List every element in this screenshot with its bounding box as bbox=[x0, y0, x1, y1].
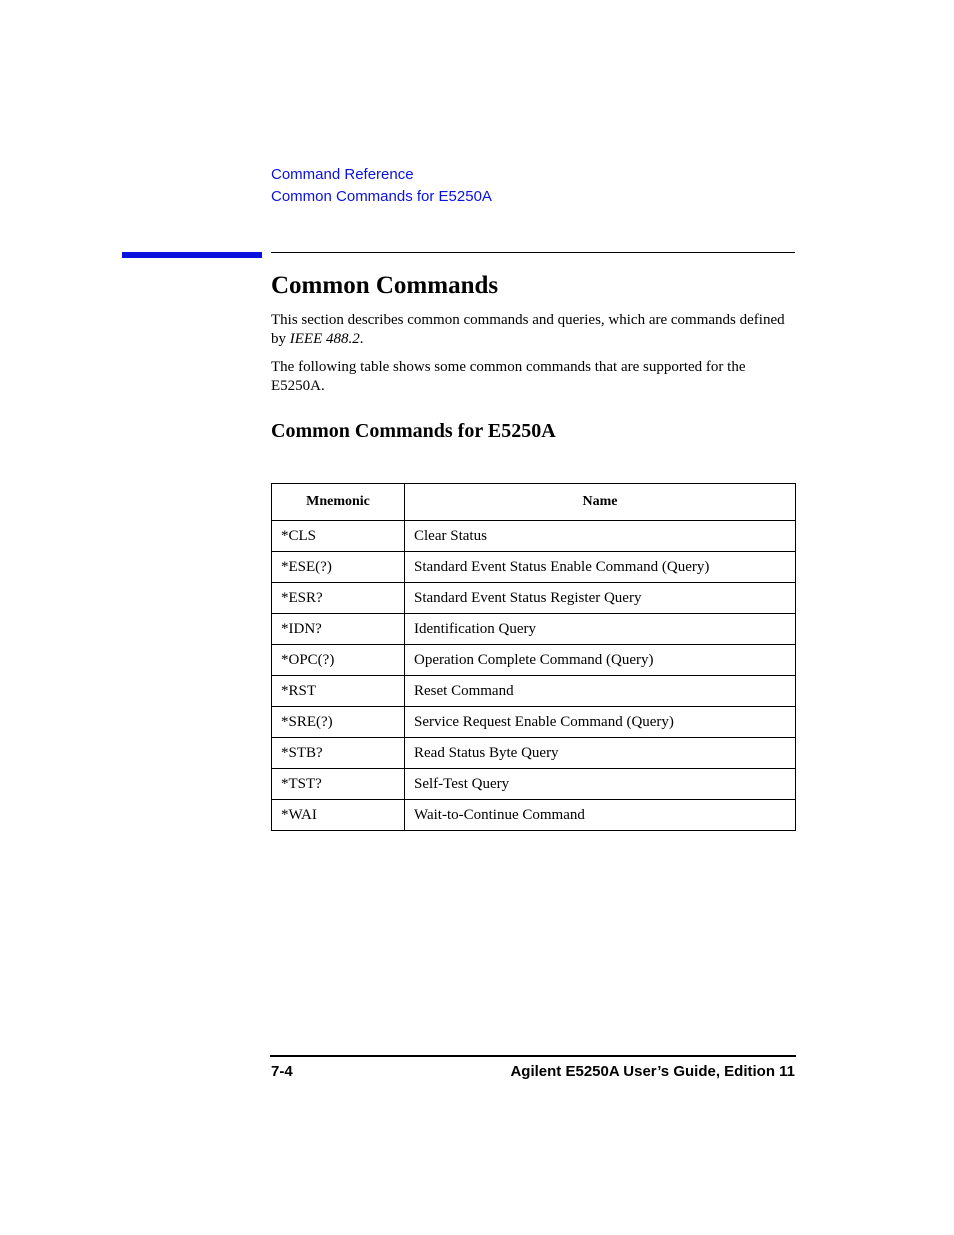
table-row bbox=[272, 707, 796, 738]
mnemonic-cell: *CLS bbox=[272, 521, 405, 552]
intro-paragraph-1 bbox=[271, 311, 795, 349]
intro-text: This section describes common commands and queries, which are commands defined by bbox=[271, 312, 785, 347]
table-header-row bbox=[272, 484, 796, 521]
column-header-name: Name bbox=[405, 484, 796, 521]
table-row bbox=[272, 800, 796, 831]
name-cell: Clear Status bbox=[405, 521, 796, 552]
mnemonic-cell: *TST? bbox=[272, 769, 405, 800]
name-cell: Identification Query bbox=[405, 614, 796, 645]
mnemonic-cell: *STB? bbox=[272, 738, 405, 769]
intro-standard-name: IEEE 488.2 bbox=[289, 331, 360, 347]
name-cell: Wait-to-Continue Command bbox=[405, 800, 796, 831]
table-row bbox=[272, 645, 796, 676]
header-rule bbox=[271, 252, 795, 253]
breadcrumb-link-command-reference[interactable]: Command Reference bbox=[271, 166, 414, 183]
table-row bbox=[272, 769, 796, 800]
table-row bbox=[272, 521, 796, 552]
table-row bbox=[272, 583, 796, 614]
section-marker-bar bbox=[122, 252, 262, 258]
name-cell: Self-Test Query bbox=[405, 769, 796, 800]
breadcrumb-link-common-commands[interactable]: Common Commands for E5250A bbox=[271, 188, 492, 205]
page-number: 7-4 bbox=[271, 1063, 293, 1080]
table-row bbox=[272, 738, 796, 769]
table-row bbox=[272, 614, 796, 645]
book-title: Agilent E5250A User’s Guide, Edition 11 bbox=[510, 1063, 795, 1080]
name-cell: Reset Command bbox=[405, 676, 796, 707]
mnemonic-cell: *ESE(?) bbox=[272, 552, 405, 583]
name-cell: Read Status Byte Query bbox=[405, 738, 796, 769]
column-header-mnemonic: Mnemonic bbox=[272, 484, 405, 521]
mnemonic-cell: *WAI bbox=[272, 800, 405, 831]
mnemonic-cell: *OPC(?) bbox=[272, 645, 405, 676]
common-commands-table bbox=[271, 483, 796, 831]
mnemonic-cell: *IDN? bbox=[272, 614, 405, 645]
page-title: Common Commands bbox=[271, 272, 499, 299]
intro-end: . bbox=[359, 331, 364, 347]
footer-rule bbox=[270, 1055, 796, 1057]
table-row bbox=[272, 676, 796, 707]
breadcrumb bbox=[271, 164, 492, 208]
intro-paragraph-2: The following table shows some common commands that are supported for the E5250A. bbox=[271, 359, 746, 394]
name-cell: Service Request Enable Command (Query) bbox=[405, 707, 796, 738]
table-row bbox=[272, 552, 796, 583]
mnemonic-cell: *SRE(?) bbox=[272, 707, 405, 738]
mnemonic-cell: *ESR? bbox=[272, 583, 405, 614]
section-title: Common Commands for E5250A bbox=[271, 420, 556, 442]
name-cell: Operation Complete Command (Query) bbox=[405, 645, 796, 676]
name-cell: Standard Event Status Register Query bbox=[405, 583, 796, 614]
name-cell: Standard Event Status Enable Command (Query) bbox=[405, 552, 796, 583]
mnemonic-cell: *RST bbox=[272, 676, 405, 707]
